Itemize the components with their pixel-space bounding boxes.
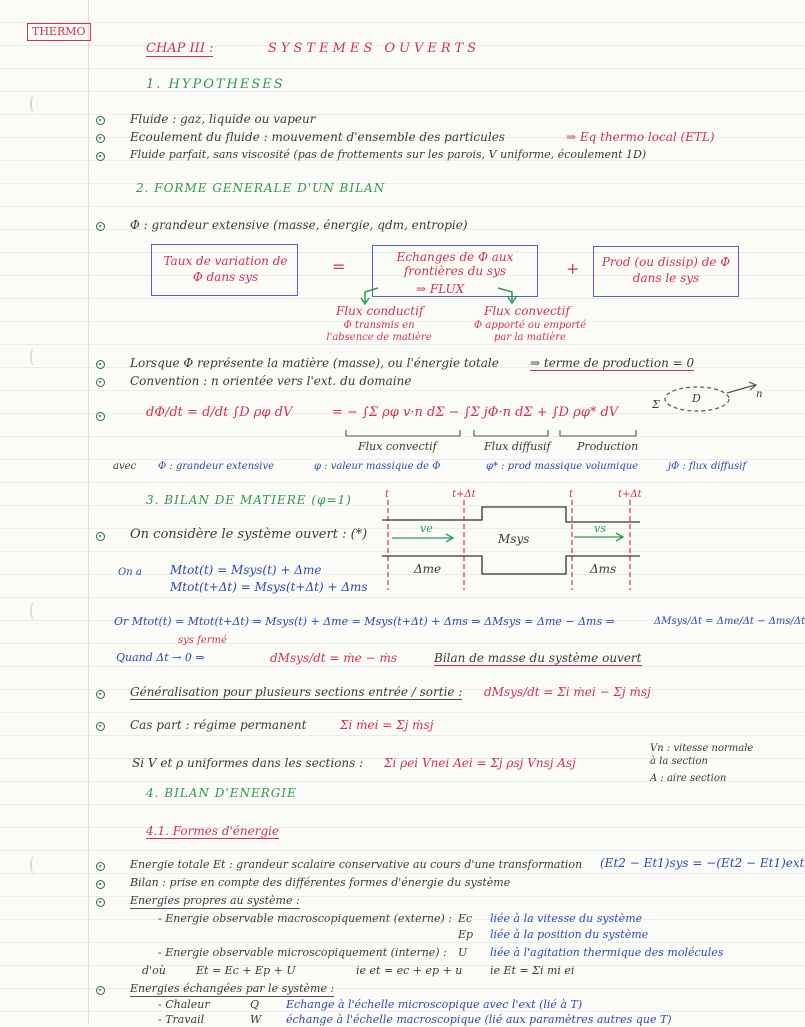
s4-item-2: Bilan : prise en compte des différentes formes d'énergie du système bbox=[130, 876, 511, 889]
bullet-icon bbox=[96, 360, 105, 369]
fig-dme-label: Δme bbox=[414, 562, 442, 576]
avec-prod-massique: φ* : prod massique volumique bbox=[486, 461, 639, 472]
label-flux-diffusif: Flux diffusif bbox=[484, 440, 551, 453]
fig-ve-label: ve bbox=[420, 522, 433, 535]
travail-w: W bbox=[250, 1013, 262, 1026]
fig-tdt-label: t+Δt bbox=[452, 489, 476, 500]
fig-dms-label: Δms bbox=[590, 562, 617, 576]
chaleur-label: - Chaleur bbox=[158, 998, 210, 1011]
bullet-icon bbox=[96, 532, 105, 541]
bullet-icon bbox=[96, 116, 105, 125]
s4-item-4: Energies échangées par le système : bbox=[130, 982, 335, 995]
section-4-title: 4. BILAN D'ENERGIE bbox=[146, 786, 297, 800]
quand-equation: dMsys/dt = ṁe − ṁs bbox=[270, 651, 397, 665]
s4-item-1: Energie totale Et : grandeur scalaire conservative au cours d'une transformation bbox=[130, 858, 583, 871]
s2-item-2: Lorsque Φ représente la matière (masse), ou l'énergie totale bbox=[130, 356, 499, 370]
vn-note: Vn : vitesse normale à la section bbox=[650, 743, 754, 767]
avec-grandeur: Φ : grandeur extensive bbox=[158, 461, 275, 472]
fig-t2-label: t bbox=[569, 489, 574, 500]
ec-note: liée à la vitesse du système bbox=[490, 912, 643, 925]
bullet-icon bbox=[96, 898, 105, 907]
or-fraction: ΔMsys/Δt = Δme/Δt − Δms/Δt bbox=[654, 616, 805, 627]
mass-eq-2: Mtot(t+Δt) = Msys(t+Δt) + Δms bbox=[170, 580, 368, 594]
fig-tdt2-label: t+Δt bbox=[618, 489, 642, 500]
energy-balance-formula-rhs: = − ∫Σ ρφ v·n dΣ − ∫Σ jΦ·n dΣ + ∫D ρφ* dV bbox=[332, 405, 619, 420]
bullet-icon bbox=[96, 412, 105, 421]
sigma-label: Σ bbox=[652, 398, 660, 411]
s1-item-3: Fluide parfait, sans viscosité (pas de frottements sur les parois, V uniforme, écoulement 1D) bbox=[130, 148, 647, 161]
quand-label: Quand Δt → 0 ⇒ bbox=[116, 651, 205, 664]
ep-symbol: Ep bbox=[458, 928, 474, 941]
box-production-text: Prod (ou dissip) de Φ dans le sys bbox=[601, 255, 731, 285]
chaleur-note: Echange à l'échelle microscopique avec l'ext (lié à T) bbox=[286, 998, 583, 1011]
s3-item-1: On considère le système ouvert : (*) bbox=[130, 527, 368, 542]
s3-item-2-equation: dMsys/dt = Σi ṁei − Σj ṁsj bbox=[484, 685, 651, 699]
box-exchanges-flux: ⇒ FLUX bbox=[416, 282, 465, 296]
flux-convectif-note: Φ apporté ou emporté par la matière bbox=[473, 320, 587, 343]
margin-line bbox=[88, 0, 89, 1024]
avec-valeur-massique: φ : valeur massique de Φ bbox=[314, 461, 441, 472]
dou-eq-1: Et = Ec + Ep + U bbox=[196, 964, 296, 977]
s1-item-1: Fluide : gaz, liquide ou vapeur bbox=[130, 112, 316, 126]
s1-item-2: Ecoulement du fluide : mouvement d'ensemble des particules bbox=[130, 130, 505, 144]
plus-sign: + bbox=[566, 259, 580, 278]
travail-note: échange à l'échelle macroscopique (lié aux paramètres autres que T) bbox=[286, 1013, 672, 1026]
si-uniformes: Si V et ρ uniformes dans les sections : bbox=[132, 756, 364, 770]
punch-hole bbox=[30, 95, 38, 113]
a-note: A : aire section bbox=[650, 773, 727, 784]
punch-hole bbox=[30, 602, 38, 620]
on-a-label: On a bbox=[118, 567, 142, 578]
avec-flux-diffusif: jΦ : flux diffusif bbox=[668, 461, 747, 472]
s4-item-3: Energies propres au système : bbox=[130, 894, 300, 907]
section-1-title: 1. HYPOTHESES bbox=[146, 77, 285, 92]
domain-label: D bbox=[692, 392, 701, 405]
normal-label: n bbox=[756, 389, 763, 400]
chapter-title: SYSTEMES OUVERTS bbox=[268, 41, 481, 56]
ep-note: liée à la position du système bbox=[490, 928, 649, 941]
thermo-tag: THERMO bbox=[27, 23, 91, 41]
subsection-4-1-title: 4.1. Formes d'énergie bbox=[146, 824, 280, 838]
bullet-icon bbox=[96, 880, 105, 889]
bullet-icon bbox=[96, 986, 105, 995]
quand-note: Bilan de masse du système ouvert bbox=[434, 651, 642, 665]
chaleur-q: Q bbox=[250, 998, 260, 1011]
equals-sign: = bbox=[332, 257, 346, 276]
s1-item-2-etl: ⇒ Eq thermo local (ETL) bbox=[566, 130, 715, 144]
box-exchanges-text: Echanges de Φ aux frontières du sys bbox=[396, 250, 514, 278]
travail-label: - Travail bbox=[158, 1013, 205, 1026]
bullet-icon bbox=[96, 690, 105, 699]
si-uniformes-equation: Σi ρei Vnei Aei = Σj ρsj Vnsj Asj bbox=[384, 756, 576, 770]
s2-item-1: Φ : grandeur extensive (masse, énergie, qdm, entropie) bbox=[130, 218, 468, 232]
bullet-icon bbox=[96, 722, 105, 731]
dou-eq-2: ie et = ec + ep + u bbox=[356, 964, 463, 977]
s3-item-3: Cas part : régime permanent bbox=[130, 718, 307, 732]
flux-conductif-note: Φ transmis en l'absence de matière bbox=[326, 320, 432, 343]
dou-eq-3: ie Et = Σi mi ei bbox=[490, 964, 575, 977]
label-flux-convectif: Flux convectif bbox=[358, 440, 437, 453]
section-2-title: 2. FORME GENERALE D'UN BILAN bbox=[136, 181, 386, 195]
fig-vs-label: vs bbox=[594, 522, 606, 535]
section-3-title: 3. BILAN DE MATIERE (φ=1) bbox=[146, 493, 352, 507]
sys-ferme-label: sys fermé bbox=[178, 635, 227, 646]
s2-item-2-production: ⇒ terme de production = 0 bbox=[530, 356, 695, 370]
label-production: Production bbox=[577, 440, 639, 453]
s3-item-2: Généralisation pour plusieurs sections entrée / sortie : bbox=[130, 685, 463, 699]
mass-eq-1: Mtot(t) = Msys(t) + Δme bbox=[170, 563, 322, 577]
bullet-icon bbox=[96, 222, 105, 231]
punch-hole bbox=[30, 348, 38, 366]
punch-hole bbox=[30, 856, 38, 874]
flux-convectif-label: Flux convectif bbox=[484, 304, 570, 318]
dou-label: d'où bbox=[142, 964, 166, 977]
u-note: liée à l'agitation thermique des molécules bbox=[490, 946, 724, 959]
flux-conductif-label: Flux conductif bbox=[336, 304, 424, 318]
energy-balance-formula-lhs: dΦ/dt = d/dt ∫D ρφ dV bbox=[146, 405, 293, 420]
box-rate-of-change-text: Taux de variation de Φ dans sys bbox=[163, 254, 288, 284]
bullet-icon bbox=[96, 378, 105, 387]
u-symbol: U bbox=[458, 946, 468, 959]
energie-micro: - Energie observable microscopiquement (interne) : bbox=[158, 946, 447, 959]
fig-t-label: t bbox=[385, 489, 390, 500]
chapter-number: CHAP III : bbox=[146, 41, 214, 56]
s3-item-3-equation: Σi ṁei = Σj ṁsj bbox=[340, 718, 434, 732]
avec-label: avec bbox=[113, 461, 137, 472]
s4-item-1-equation: (Et2 − Et1)sys = −(Et2 − Et1)ext bbox=[600, 856, 805, 870]
energie-macro: - Energie observable macroscopiquement (externe) : bbox=[158, 912, 452, 925]
s2-item-3: Convention : n orientée vers l'ext. du domaine bbox=[130, 374, 412, 388]
bullet-icon bbox=[96, 134, 105, 143]
bullet-icon bbox=[96, 862, 105, 871]
fig-msys-label: Msys bbox=[498, 532, 530, 546]
or-line: Or Mtot(t) = Mtot(t+Δt) ⇒ Msys(t) + Δme = Msys(t+Δt) + Δms ⇒ ΔMsys = Δme − Δms ⇒ bbox=[114, 615, 615, 628]
ec-symbol: Ec bbox=[458, 912, 473, 925]
bullet-icon bbox=[96, 152, 105, 161]
